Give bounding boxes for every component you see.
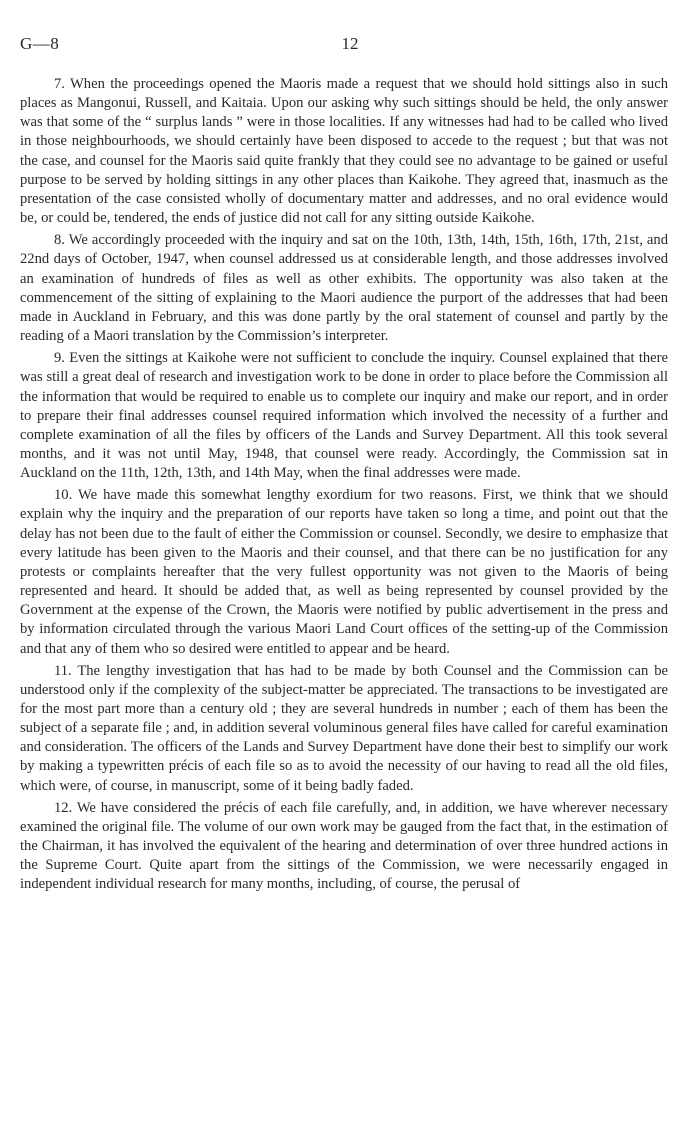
paragraph-11: 11. The lengthy investigation that has had to be made by both Counsel and the Commission can be understood only if the complexity of the subject-matter be appreciated. The transactions to be investigated are for the most part more than a century old ; they are several hundreds in number ; each of them has been the subject of a separate file ; and, in addition several voluminous general files have called for careful examination and consideration. The officers of the Lands and Survey Department have done their best to simplify our work by making a typewritten précis of each file so as to avoid the necessity of our having to read all the old files, which were, of course, in manuscript, some of it being badly faded. — [20, 662, 668, 794]
paragraph-8: 8. We accordingly proceeded with the inquiry and sat on the 10th, 13th, 14th, 15th, 16th, 17th, 21st, and 22nd days of October, 1947, when counsel addressed us at considerable length, and those addresses involved an examination of hundreds of files as well as other exhibits. The opportunity was also taken at the commencement of the sitting of explaining to the Maori audience the purport of the addresses that had been made in Auckland in February, and this was done partly by the oral statement of counsel and partly by the reading of a Maori translation by the Commission’s interpreter. — [20, 232, 668, 345]
document-reference: G—8 — [20, 34, 60, 53]
page-body — [20, 75, 668, 898]
paragraph-12: 12. We have considered the précis of each file carefully, and, in addition, we have wherever necessary examined the original file. The volume of our own work may be gauged from the fact that, in the estimation of the Chairman, it has involved the equivalent of the hearing and determination of over three hundred actions in the Supreme Court. Quite apart from the sittings of the Commission, we were necessarily engaged in independent individual research for many months, including, of course, the perusal of — [20, 799, 668, 893]
paragraph-7: 7. When the proceedings opened the Maoris made a request that we should hold sittings also in such places as Mangonui, Russell, and Kaitaia. Upon our asking why such sittings should be held, the only answer was that some of the “ surplus lands ” were in those localities. If any witnesses had had to be called who lived in those neighbourhoods, we should certainly have been disposed to accede to the request ; but that was not the case, and counsel for the Maoris said quite frankly that they could see no advantage to be gained or useful purpose to be served by holding sittings in any other places than Kaikohe. They agreed that, inasmuch as the presentation of the case consisted wholly of documentary matter and addresses, and no oral evidence would be, or could be, tendered, the ends of justice did not call for any sitting outside Kaikohe. — [20, 76, 668, 227]
page-header — [20, 34, 680, 56]
paragraph-9: 9. Even the sittings at Kaikohe were not sufficient to conclude the inquiry. Counsel explained that there was still a great deal of research and investigation work to be done in order to place before the Commission all the information that would be required to enable us to complete our inquiry and make our report, and in order to prepare their final addresses counsel required information which involved the necessity of a further and complete examination of all the files by officers of the Lands and Survey Department. All this took several months, and it was not until May, 1948, that counsel were ready. Accordingly, the Commission sat in Auckland on the 11th, 12th, 13th, and 14th May, when the final addresses were made. — [20, 350, 668, 482]
page-number: 12 — [341, 34, 359, 53]
paragraph-10: 10. We have made this somewhat lengthy exordium for two reasons. First, we think that we should explain why the inquiry and the preparation of our reports have taken so long a time, and point out that the delay has not been due to the fault of either the Commission or counsel. Secondly, we desire to emphasize that every latitude has been given to the Maoris and their counsel, and that there can be no justification for any protests or complaints hereafter that the very fullest opportunity was not given to the Maoris of being represented and heard. It should be added that, as well as being represented by counsel provided by the Government at the expense of the Crown, the Maoris were notified by public advertisement in the press and by information circulated through the various Maori Land Court offices of the setting-up of the Commission and that any of them who so desired were entitled to appear and be heard. — [20, 487, 668, 657]
